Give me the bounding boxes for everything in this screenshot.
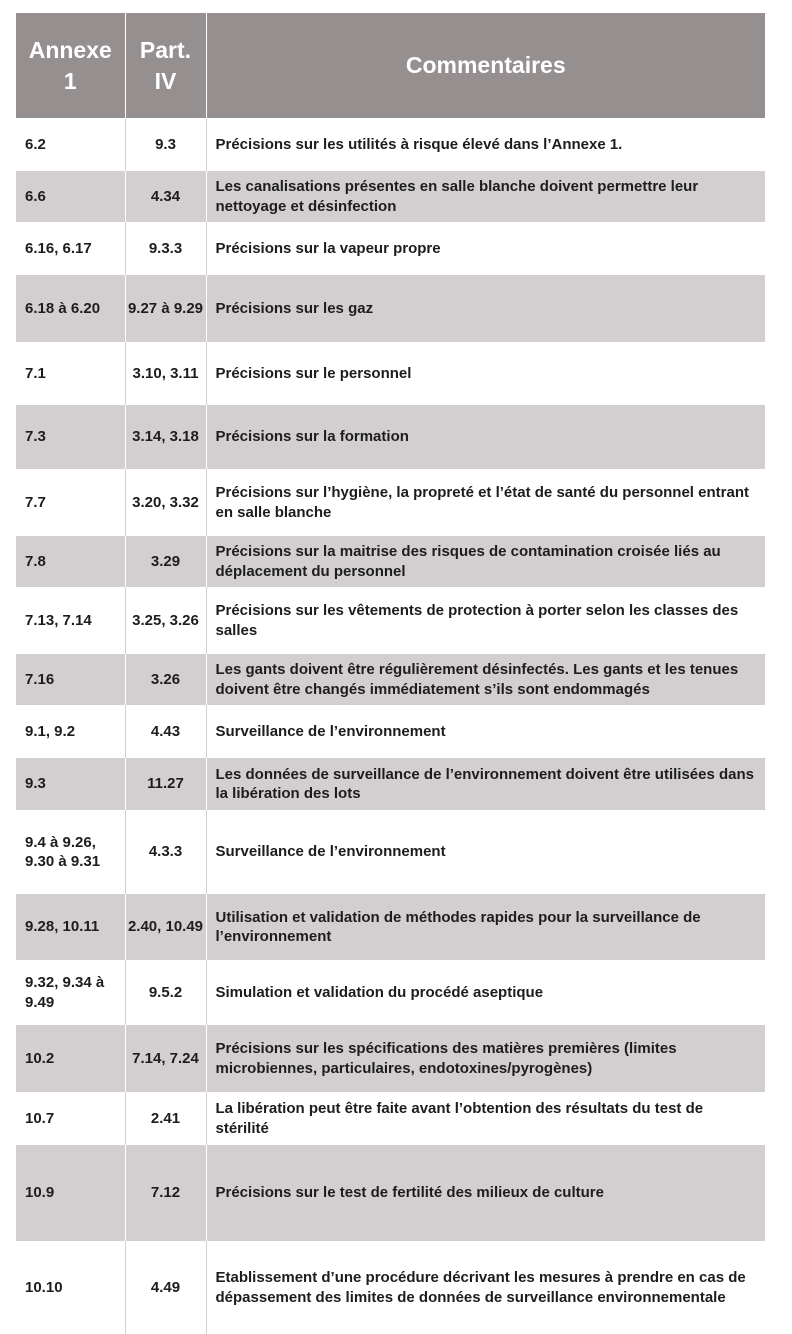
annexe-cell: 9.3 bbox=[16, 758, 125, 810]
header-row bbox=[16, 13, 765, 118]
header-part: Part. IV bbox=[125, 13, 206, 118]
header-commentaires: Commentaires bbox=[206, 13, 765, 118]
table-row bbox=[16, 1092, 765, 1145]
comment-cell: Précisions sur le personnel bbox=[206, 342, 765, 405]
table-row bbox=[16, 171, 765, 222]
table-row bbox=[16, 810, 765, 894]
part-cell: 11.27 bbox=[125, 758, 206, 810]
part-cell: 4.43 bbox=[125, 705, 206, 758]
annexe-cell: 7.7 bbox=[16, 469, 125, 536]
part-cell: 3.14, 3.18 bbox=[125, 405, 206, 469]
annexe-cell: 9.28, 10.11 bbox=[16, 894, 125, 960]
annexe-cell: 7.16 bbox=[16, 654, 125, 705]
part-cell: 9.5.2 bbox=[125, 960, 206, 1025]
comment-cell: Précisions sur les gaz bbox=[206, 275, 765, 342]
part-cell: 4.3.3 bbox=[125, 810, 206, 894]
table-row bbox=[16, 1241, 765, 1334]
table-header bbox=[16, 13, 765, 118]
comment-cell: Précisions sur la vapeur propre bbox=[206, 222, 765, 275]
annexe-cell: 10.10 bbox=[16, 1241, 125, 1334]
comment-cell: Précisions sur le test de fertilité des milieux de culture bbox=[206, 1145, 765, 1241]
table-row bbox=[16, 469, 765, 536]
annexe-cell: 9.1, 9.2 bbox=[16, 705, 125, 758]
comment-cell: Précisions sur les spécifications des matières premières (limites microbiennes, particulaires, endotoxines/pyrogènes) bbox=[206, 1025, 765, 1092]
annexe-cell: 7.8 bbox=[16, 536, 125, 587]
table-row bbox=[16, 536, 765, 587]
comment-cell: Surveillance de l’environnement bbox=[206, 705, 765, 758]
comment-cell: Précisions sur l’hygiène, la propreté et l’état de santé du personnel entrant en salle blanche bbox=[206, 469, 765, 536]
annexe-cell: 9.32, 9.34 à 9.49 bbox=[16, 960, 125, 1025]
comment-cell: Les gants doivent être régulièrement désinfectés. Les gants et les tenues doivent être changés immédiatement s’ils sont endommagés bbox=[206, 654, 765, 705]
table-row bbox=[16, 960, 765, 1025]
table-row bbox=[16, 587, 765, 654]
annexe-cell: 7.13, 7.14 bbox=[16, 587, 125, 654]
table-row bbox=[16, 1025, 765, 1092]
comment-cell: Précisions sur les vêtements de protection à porter selon les classes des salles bbox=[206, 587, 765, 654]
annexe-cell: 7.3 bbox=[16, 405, 125, 469]
part-cell: 7.14, 7.24 bbox=[125, 1025, 206, 1092]
table-row bbox=[16, 705, 765, 758]
annexe-cell: 6.16, 6.17 bbox=[16, 222, 125, 275]
table-row bbox=[16, 342, 765, 405]
annexe-cell: 10.9 bbox=[16, 1145, 125, 1241]
table-row bbox=[16, 758, 765, 810]
comment-cell: Utilisation et validation de méthodes rapides pour la surveillance de l’environnement bbox=[206, 894, 765, 960]
table-row bbox=[16, 405, 765, 469]
table-body bbox=[16, 118, 765, 1334]
part-cell: 9.3.3 bbox=[125, 222, 206, 275]
annexe-cell: 6.2 bbox=[16, 118, 125, 171]
table-row bbox=[16, 275, 765, 342]
annexe-cell: 9.4 à 9.26, 9.30 à 9.31 bbox=[16, 810, 125, 894]
part-cell: 3.29 bbox=[125, 536, 206, 587]
part-cell: 3.20, 3.32 bbox=[125, 469, 206, 536]
part-cell: 3.25, 3.26 bbox=[125, 587, 206, 654]
comment-cell: Les canalisations présentes en salle blanche doivent permettre leur nettoyage et désinfection bbox=[206, 171, 765, 222]
correspondence-table bbox=[16, 13, 765, 1334]
part-cell: 3.26 bbox=[125, 654, 206, 705]
table-row bbox=[16, 1145, 765, 1241]
part-cell: 9.27 à 9.29 bbox=[125, 275, 206, 342]
part-cell: 4.34 bbox=[125, 171, 206, 222]
table-row bbox=[16, 654, 765, 705]
comment-cell: Simulation et validation du procédé aseptique bbox=[206, 960, 765, 1025]
part-cell: 9.3 bbox=[125, 118, 206, 171]
comment-cell: Etablissement d’une procédure décrivant les mesures à prendre en cas de dépassement des limites de données de surveillance environnementale bbox=[206, 1241, 765, 1334]
comment-cell: La libération peut être faite avant l’obtention des résultats du test de stérilité bbox=[206, 1092, 765, 1145]
annexe-cell: 6.6 bbox=[16, 171, 125, 222]
table-row bbox=[16, 222, 765, 275]
comment-cell: Surveillance de l’environnement bbox=[206, 810, 765, 894]
part-cell: 3.10, 3.11 bbox=[125, 342, 206, 405]
comment-cell: Précisions sur les utilités à risque élevé dans l’Annexe 1. bbox=[206, 118, 765, 171]
part-cell: 2.41 bbox=[125, 1092, 206, 1145]
table-row bbox=[16, 894, 765, 960]
part-cell: 2.40, 10.49 bbox=[125, 894, 206, 960]
table-row bbox=[16, 118, 765, 171]
comment-cell: Précisions sur la formation bbox=[206, 405, 765, 469]
part-cell: 7.12 bbox=[125, 1145, 206, 1241]
annexe-cell: 7.1 bbox=[16, 342, 125, 405]
annexe-cell: 6.18 à 6.20 bbox=[16, 275, 125, 342]
annexe-cell: 10.2 bbox=[16, 1025, 125, 1092]
comment-cell: Précisions sur la maitrise des risques de contamination croisée liés au déplacement du personnel bbox=[206, 536, 765, 587]
comment-cell: Les données de surveillance de l’environnement doivent être utilisées dans la libération des lots bbox=[206, 758, 765, 810]
annexe-cell: 10.7 bbox=[16, 1092, 125, 1145]
part-cell: 4.49 bbox=[125, 1241, 206, 1334]
header-annexe: Annexe 1 bbox=[16, 13, 125, 118]
